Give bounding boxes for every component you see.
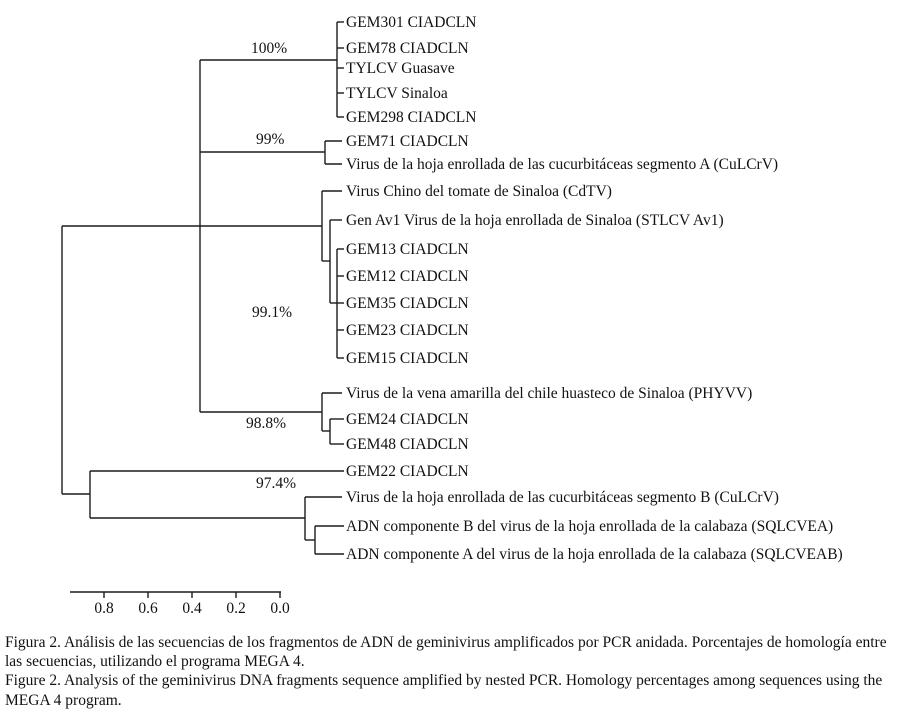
taxon-label: TYLCV Sinaloa [346,85,448,102]
taxon-label: ADN componente A del virus de la hoja enrollada de la calabaza (SQLCVEAB) [346,546,843,563]
taxon-label: GEM48 CIADCLN [346,436,469,453]
scale-tick-label: 0.0 [270,600,290,617]
taxon-label: GEM12 CIADCLN [346,268,469,285]
taxon-label: GEM298 CIADCLN [346,109,477,126]
taxon-label: Virus de la hoja enrollada de las cucurbitáceas segmento A (CuLCrV) [346,156,779,173]
taxon-label: GEM301 CIADCLN [346,14,477,31]
taxon-label: Virus de la vena amarilla del chile huasteco de Sinaloa (PHYVV) [346,385,753,402]
scale-tick-label: 0.2 [226,600,246,617]
taxon-label: Virus Chino del tomate de Sinaloa (CdTV) [346,183,612,200]
taxon-label: GEM22 CIADCLN [346,463,469,480]
taxon-label: GEM15 CIADCLN [346,350,469,367]
scale-tick-label: 0.4 [182,600,202,617]
scale-tick-label: 0.6 [138,600,158,617]
taxon-label: GEM13 CIADCLN [346,241,469,258]
figure-caption [5,633,904,710]
taxon-label: Gen Av1 Virus de la hoja enrollada de Sinaloa (STLCV Av1) [346,212,724,229]
taxon-label: ADN componente B del virus de la hoja enrollada de la calabaza (SQLCVEA) [346,518,834,535]
scale-tick-label: 0.8 [94,600,114,617]
taxon-label: GEM71 CIADCLN [346,133,469,150]
bootstrap-label: 100% [251,40,288,57]
caption-english: Figure 2. Analysis of the geminivirus DNA fragments sequence amplified by nested PCR. Homology percentages among sequences using the MEGA 4 program. [5,672,883,709]
taxon-label: GEM35 CIADCLN [346,295,469,312]
caption-spanish: Figura 2. Análisis de las secuencias de los fragmentos de ADN de geminivirus amplificados por PCR anidada. Porcentajes de homología entre las secuencias, utilizando el programa MEGA 4. [5,634,887,671]
bootstrap-label: 99% [256,131,285,148]
bootstrap-label: 97.4% [256,475,297,492]
taxon-label: GEM78 CIADCLN [346,40,469,57]
taxon-label: GEM24 CIADCLN [346,411,469,428]
taxon-label: GEM23 CIADCLN [346,322,469,339]
bootstrap-label: 99.1% [252,304,293,321]
taxon-label: Virus de la hoja enrollada de las cucurbitáceas segmento B (CuLCrV) [346,489,779,506]
bootstrap-label: 98.8% [246,415,287,432]
taxon-label: TYLCV Guasave [346,60,455,77]
